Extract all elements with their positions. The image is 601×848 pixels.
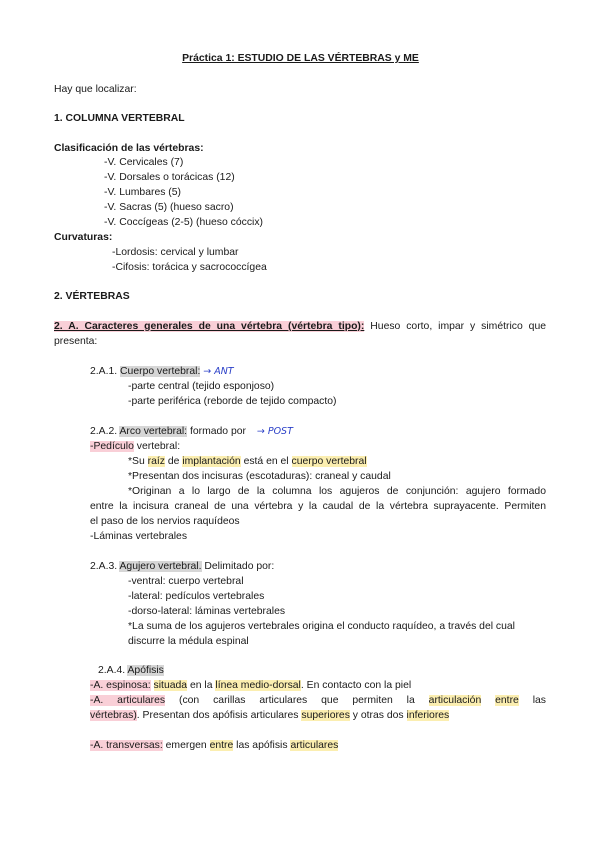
- pediculo-originan-3: el paso de los nervios raquídeos: [90, 516, 240, 527]
- transversas-label: -A. transversas:: [90, 740, 163, 751]
- section-2-heading: 2. VÉRTEBRAS: [54, 291, 130, 302]
- espinosa-label: -A. espinosa:: [90, 680, 151, 691]
- classification-item: -V. Dorsales o torácicas (12): [104, 172, 235, 183]
- text-fragment: y otras dos: [352, 710, 404, 721]
- cuerpo-line: [90, 365, 234, 379]
- classification-item: -V. Sacras (5) (hueso sacro): [104, 202, 234, 213]
- text-fragment: las: [532, 695, 546, 706]
- arco-label: Arco vertebral:: [119, 426, 188, 437]
- cuerpo-label: Cuerpo vertebral:: [120, 366, 201, 377]
- handwritten-post-note: → POST: [256, 426, 293, 437]
- highlight-entre: entre: [209, 740, 234, 751]
- pediculo-label: -Pedículo: [90, 441, 134, 452]
- laminas-line: -Láminas vertebrales: [90, 531, 188, 542]
- apofisis-num: 2.A.4.: [98, 665, 126, 676]
- section-2a-text: Hueso corto, impar y simétrico que: [370, 321, 547, 332]
- apofisis-espinosa-line: [90, 679, 411, 693]
- apofisis-transversas-line: [90, 739, 338, 753]
- highlight-articulares: articulares: [290, 740, 339, 751]
- highlight-superiores: superiores: [301, 710, 350, 721]
- agujero-label: Agujero vertebral.: [119, 561, 202, 572]
- pediculo-line: [90, 440, 180, 454]
- highlight-vertebras: vértebras): [90, 710, 137, 721]
- agujero-suma-1: *La suma de los agujeros vertebrales origina el conducto raquídeo, a través del cual: [128, 621, 515, 632]
- cuerpo-item: -parte periférica (reborde de tejido compacto): [128, 396, 337, 407]
- text-fragment: . Presentan dos apófisis articulares: [136, 710, 299, 721]
- text-fragment: de: [167, 456, 180, 467]
- articulares-label: -A. articulares: [90, 695, 166, 706]
- apofisis-articulares-line-1: [90, 694, 546, 708]
- classification-heading: Clasificación de las vértebras:: [54, 143, 204, 154]
- highlight-linea: línea medio-dorsal: [215, 680, 301, 691]
- cuerpo-item: -parte central (tejido esponjoso): [128, 381, 275, 392]
- arco-num: 2.A.2.: [90, 426, 118, 437]
- text-fragment: *Su: [128, 456, 145, 467]
- agujero-suma-2: discurre la médula espinal: [128, 636, 249, 647]
- page-title: Práctica 1: ESTUDIO DE LAS VÉRTEBRAS y ME: [182, 53, 419, 64]
- text-fragment: (con carillas articulares que permiten la: [179, 695, 415, 706]
- highlight-implantacion: implantación: [182, 456, 241, 467]
- text-fragment: en la: [189, 680, 213, 691]
- curvatures-heading: Curvaturas:: [54, 232, 113, 243]
- text-fragment: emergen: [165, 740, 207, 751]
- arco-line: [90, 425, 293, 439]
- pediculo-presentan: *Presentan dos incisuras (escotaduras): craneal y caudal: [128, 471, 391, 482]
- highlight-raiz: raíz: [147, 456, 165, 467]
- section-2a-line: [54, 320, 546, 334]
- classification-item: -V. Lumbares (5): [104, 187, 182, 198]
- curvature-item: -Lordosis: cervical y lumbar: [112, 247, 239, 258]
- highlight-cuerpo-vertebral: cuerpo vertebral: [291, 456, 367, 467]
- intro-text: Hay que localizar:: [54, 84, 137, 95]
- pediculo-rest: vertebral:: [136, 441, 181, 452]
- arco-rest: formado por: [189, 426, 246, 437]
- text-fragment: está en el: [243, 456, 289, 467]
- pediculo-originan-1: *Originan a lo largo de la columna los agujeros de conjunción: agujero formado: [128, 486, 546, 497]
- section-2a-text-cont: presenta:: [54, 336, 98, 347]
- cuerpo-num: 2.A.1.: [90, 366, 118, 377]
- text-fragment: . En contacto con la piel: [300, 680, 412, 691]
- highlight-articulacion: articulación: [428, 695, 482, 706]
- agujero-line: [90, 560, 274, 574]
- text-fragment: las apófisis: [236, 740, 288, 751]
- agujero-item: -lateral: pedículos vertebrales: [128, 591, 265, 602]
- pediculo-originan-2: entre la incisura craneal de una vértebra y la caudal de la vértebra suprayacente. Permiten: [90, 501, 546, 512]
- section-2a-heading: 2. A. Caracteres generales de una vértebra (vértebra tipo):: [54, 321, 365, 332]
- pediculo-raiz-line: [128, 455, 367, 469]
- apofisis-label: Apófisis: [127, 665, 164, 676]
- agujero-num: 2.A.3.: [90, 561, 118, 572]
- agujero-item: -dorso-lateral: láminas vertebrales: [128, 606, 286, 617]
- agujero-item: -ventral: cuerpo vertebral: [128, 576, 244, 587]
- highlight-inferiores: inferiores: [406, 710, 450, 721]
- highlight-entre: entre: [495, 695, 519, 706]
- classification-item: -V. Coccígeas (2-5) (hueso cóccix): [104, 217, 263, 228]
- classification-item: -V. Cervicales (7): [104, 157, 184, 168]
- section-1-heading: 1. COLUMNA VERTEBRAL: [54, 113, 185, 124]
- handwritten-ant-note: → ANT: [203, 366, 234, 377]
- agujero-rest: Delimitado por:: [204, 561, 275, 572]
- highlight-situada: situada: [153, 680, 188, 691]
- curvature-item: -Cifosis: torácica y sacrococcígea: [112, 262, 267, 273]
- apofisis-line: [98, 664, 164, 678]
- apofisis-articulares-line-2: [90, 709, 449, 723]
